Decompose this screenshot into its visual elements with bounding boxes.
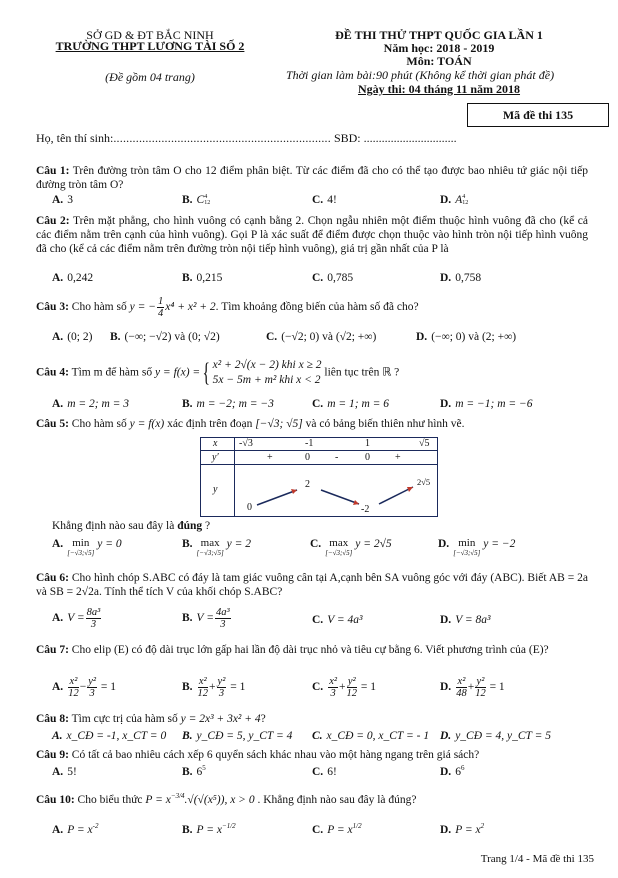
option-b[interactable]: B. m = −2; m = −3	[182, 398, 274, 410]
option-b[interactable]: B. 0,215	[182, 272, 223, 284]
option-b[interactable]: B. $6^5$	[182, 764, 206, 778]
school-year: Năm học: 2018 - 2019	[383, 41, 495, 55]
option-d[interactable]: D. $P = x^2$	[440, 822, 485, 836]
option-a[interactable]: A. 3	[52, 194, 73, 206]
dy-zero: 0	[305, 452, 310, 463]
option-c[interactable]: C. max [−√3;√5] y = 2√5	[310, 537, 392, 557]
option-d[interactable]: D. m = −1; m = −6	[440, 398, 533, 410]
exam-date: Ngày thi: 04 tháng 11 năm 2018	[357, 82, 521, 96]
option-b[interactable]: B. (−∞; −√2) và (0; √2)	[110, 331, 220, 343]
dy-sign: +	[395, 452, 401, 463]
option-d[interactable]: D. (−∞; 0) và (2; +∞)	[416, 331, 517, 343]
question-5: Câu 5: Cho hàm số y = f(x) xác định trên đoạn [−√3; √5] và có bảng biến thiên như hình vẽ.	[36, 418, 465, 430]
row-label-x: x	[213, 438, 218, 449]
option-b[interactable]: B. $P = x^{-1/2}$	[182, 822, 236, 836]
exam-title: ĐỀ THI THỬ THPT QUỐC GIA LẦN 1	[335, 28, 543, 42]
question-10: Câu 10: Cho biểu thức $P = x^{-3/4}.√(√(x^5))$, x > 0 . Khẳng định nào sau đây là đúng?	[36, 792, 417, 806]
variation-arrows	[201, 438, 437, 516]
y-value: -2	[361, 504, 370, 515]
variation-table	[200, 437, 438, 517]
question-2	[36, 214, 588, 256]
pages-note: (Đề gồm 04 trang)	[105, 70, 195, 84]
question-text: Cho elip (E) có độ dài trục lớn gấp hai lần độ dài trục nhỏ và tiêu cự bằng 6. Viết phương trình của (E)?	[71, 644, 549, 656]
option-a[interactable]: A. 0,242	[52, 272, 94, 284]
x-value: √5	[419, 438, 430, 449]
question-8: Câu 8: Tìm cực trị của hàm số y = 2x³ + 3x² + 4?	[36, 713, 266, 725]
question-label: Câu 8:	[36, 713, 69, 725]
option-d[interactable]: D. 0,758	[440, 272, 482, 284]
y-value: 0	[247, 502, 252, 513]
question-label: Câu 9:	[36, 749, 69, 761]
option-d[interactable]: D. V = 8a³	[440, 614, 491, 626]
option-c[interactable]: C. 6!	[312, 766, 337, 778]
option-b[interactable]: B. C 4 12	[182, 194, 211, 207]
duration: Thời gian làm bài:90 phút (Không kể thời gian phát đề)	[285, 68, 555, 82]
option-a[interactable]: A. m = 2; m = 3	[52, 398, 130, 410]
exam-code-box: Mã đề thi 135	[467, 103, 609, 127]
option-a[interactable]: A. (0; 2)	[52, 331, 93, 343]
page-footer: Trang 1/4 - Mã đề thi 135	[480, 853, 594, 865]
option-c[interactable]: C. 0,785	[312, 272, 354, 284]
arrow-decreasing	[321, 490, 359, 504]
question-label: Câu 1:	[36, 165, 70, 177]
x-value: -√3	[239, 438, 253, 449]
option-a[interactable]: A. V = $\frac{\text{8a³}}{3}$	[52, 607, 101, 630]
y-value: 2	[305, 479, 310, 490]
option-d[interactable]: D. y_CĐ = 4, y_CT = 5	[440, 730, 552, 742]
question-label: Câu 10:	[36, 794, 75, 806]
question-1	[36, 164, 588, 192]
option-d[interactable]: D. $6^6$	[440, 764, 465, 778]
question-label: Câu 5:	[36, 418, 69, 430]
question-text: Trên mặt phẳng, cho hình vuông có cạnh bằng 2. Chọn ngẫu nhiên một điểm thuộc hình vuông đã cho (kể cả các điểm nằm trên cạnh của hình vuông). Gọi P là xác suất để điểm được chọn thuộc vào hình tròn nội tiếp hình vuông đã cho (kể cả các điểm nằm trên đường tròn nội tiếp hình vuông), giá trị gần nhất của P là	[36, 215, 589, 255]
question-3: Câu 3: Cho hàm số y = − $\frac{1}{4}$ x⁴ + x² + 2. Tìm khoảng đồng biến của hàm số đã cho?	[36, 296, 419, 319]
sbd-field[interactable]: ...............................	[363, 131, 457, 145]
question-7	[36, 643, 588, 657]
option-d[interactable]: D. min [−√3;√5] y = −2	[438, 537, 516, 557]
question-label: Câu 2:	[36, 215, 70, 227]
x-value: 1	[365, 438, 370, 449]
y-value: 2√5	[417, 477, 431, 487]
option-d[interactable]: D. A 4 12	[440, 194, 469, 207]
option-a[interactable]: A. min [−√3;√5] y = 0	[52, 537, 122, 557]
arrow-increasing-2	[379, 487, 413, 504]
dy-sign: +	[267, 452, 273, 463]
option-a[interactable]: A. 5!	[52, 766, 77, 778]
option-a[interactable]: A. x_CĐ = -1, x_CT = 0	[52, 730, 167, 742]
arrow-increasing-1	[257, 490, 297, 505]
question-text: Có tất cả bao nhiêu cách xếp 6 quyển sách khác nhau vào một hàng ngang trên giá sách?	[71, 749, 480, 761]
option-b[interactable]: B. max [−√3;√5] y = 2	[182, 537, 251, 557]
row-label-dy: y′	[212, 452, 219, 463]
dy-zero: 0	[365, 452, 370, 463]
option-c[interactable]: C. $\frac{\text{x²}}{3}$ + $\frac{\text{y²}}{12}$ = 1	[312, 676, 376, 699]
question-5-prompt: Khẳng định nào sau đây là đúng ?	[52, 520, 211, 532]
question-6	[36, 571, 588, 599]
option-b[interactable]: B. y_CĐ = 5, y_CT = 4	[182, 730, 293, 742]
question-label: Câu 3:	[36, 301, 69, 314]
question-label: Câu 6:	[36, 572, 69, 584]
question-text: Trên đường tròn tâm O cho 12 điểm phân biệt. Từ các điểm đã cho có thể tạo được bao nhiêu tứ giác nội tiếp đường tròn tâm O?	[36, 165, 588, 191]
school-name: TRƯỜNG THPT LƯƠNG TÀI SỐ 2	[55, 39, 245, 53]
candidate-name-label: Họ, tên thí sinh:	[36, 131, 114, 145]
option-c[interactable]: C. V = 4a³	[312, 614, 363, 626]
question-label: Câu 7:	[36, 644, 69, 656]
option-c[interactable]: C. 4!	[312, 194, 337, 206]
option-a[interactable]: A. $\frac{\text{x²}}{12}$ − $\frac{\text{y²}}{3}$ = 1	[52, 676, 116, 699]
option-c[interactable]: C. m = 1; m = 6	[312, 398, 390, 410]
question-4: Câu 4: Tìm m để hàm số y = f(x) ={ x² + 2√(x − 2) khi x ≥ 2 5x − 5m + m² khi x < 2 liên tục trên ℝ ?	[36, 358, 400, 387]
x-value: -1	[305, 438, 314, 449]
question-text: Cho hình chóp S.ABC có đáy là tam giác vuông cân tại A,cạnh bên SA vuông góc với đáy (ABC). Biết AB = 2a và SB = 2√2a. Tính thể tích V của khối chóp S.ABC?	[36, 572, 589, 598]
question-label: Câu 4:	[36, 366, 69, 379]
candidate-line	[36, 131, 457, 146]
department-name: SỞ GD & ĐT BẮC NINH	[86, 28, 214, 42]
subject: Môn: TOÁN	[406, 54, 472, 68]
option-d[interactable]: D. $\frac{\text{x²}}{48}$ + $\frac{\text{y²}}{12}$ = 1	[440, 676, 505, 699]
option-a[interactable]: A. $P = x^{-2}$	[52, 822, 99, 836]
option-b[interactable]: B. V = $\frac{\text{4a³}}{3}$	[182, 607, 230, 630]
option-c[interactable]: C. (−√2; 0) và (√2; +∞)	[266, 331, 377, 343]
sbd-label: SBD:	[333, 131, 361, 145]
question-9	[36, 748, 479, 762]
option-b[interactable]: B. $\frac{\text{x²}}{12}$ + $\frac{\text{y²}}{3}$ = 1	[182, 676, 246, 699]
candidate-name-field[interactable]: ....................................................................	[113, 131, 331, 145]
option-c[interactable]: C. x_CĐ = 0, x_CT = - 1	[312, 730, 430, 742]
row-label-y: y	[213, 484, 218, 495]
dy-sign: -	[335, 452, 339, 463]
option-c[interactable]: C. $P = x^{1/2}$	[312, 822, 362, 836]
